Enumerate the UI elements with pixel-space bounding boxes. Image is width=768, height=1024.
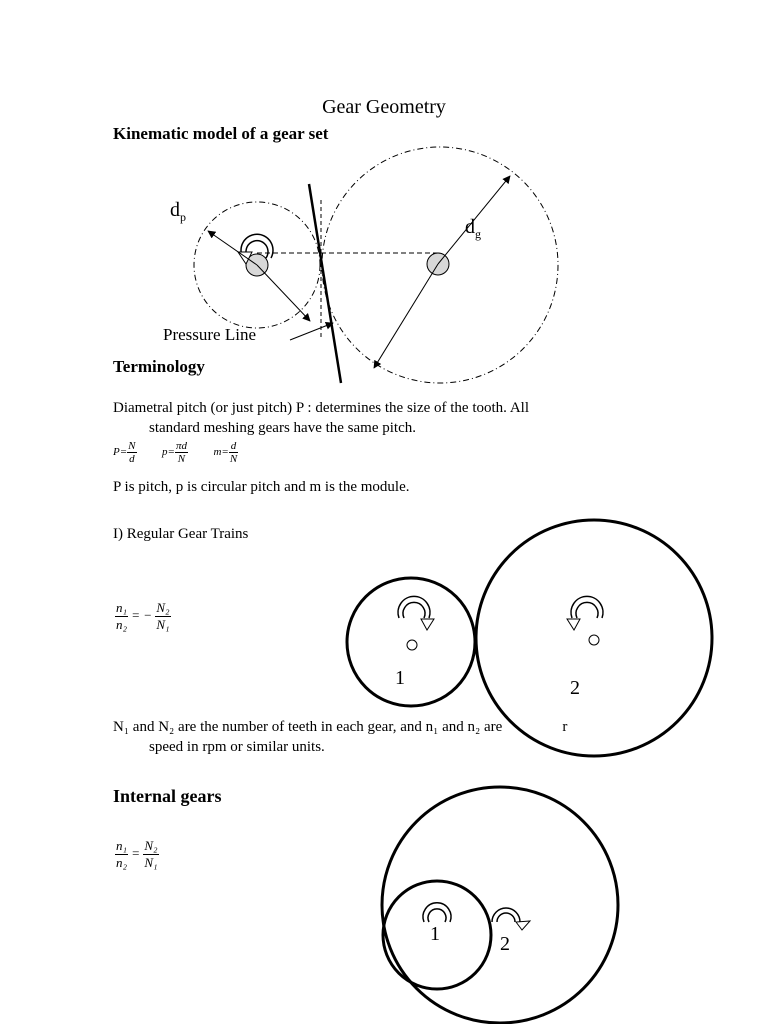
- pressure-line-label: Pressure Line: [163, 325, 257, 344]
- internal-gears-heading: Internal gears: [113, 786, 222, 806]
- internal-gear-diagram: [0, 770, 768, 1024]
- rotation-arrow-icon: [398, 596, 434, 630]
- terminology-heading: Terminology: [113, 357, 205, 376]
- rotation-arrow-icon: [492, 908, 530, 930]
- rotation-arrow-icon: [567, 596, 603, 630]
- regular-gear-heading: I) Regular Gear Trains: [113, 526, 249, 542]
- kinematic-heading: Kinematic model of a gear set: [113, 124, 329, 143]
- pressure-line: [309, 184, 341, 383]
- regular-ratio-formula: $\frac{\text{n₁}}{\text{n₂}}$ = − $\frac{\text{N₂}}{\text{N₁}}$: [116, 600, 170, 632]
- pitch-formulas: P= $\frac{N}{d}$ p= $\frac{\pi d}{N}$ m= $\frac{d}{N}$: [113, 440, 238, 465]
- internal-gear2-label: 2: [500, 933, 510, 955]
- page-title: Gear Geometry: [322, 96, 446, 118]
- dp-label: $d_p$: [170, 199, 186, 224]
- internal-gear1-label: 1: [430, 923, 440, 945]
- diametral-pitch-text: Diametral pitch (or just pitch) P : determines the size of the tooth. All standard meshing gears have the same pitch.: [113, 400, 530, 436]
- pitch-note: P is pitch, p is circular pitch and m is the module.: [113, 479, 410, 495]
- gear1-label: 1: [395, 667, 405, 689]
- teeth-explanation: N₁ and N₂ are the number of teeth in each gear, and n₁ and n₂ are r speed in rpm or similar units.: [113, 719, 568, 755]
- internal-ratio-formula: $\frac{\text{n₁}}{\text{n₂}}$ = $\frac{\text{N₂}}{\text{N₁}}$: [116, 838, 158, 870]
- dg-label: $d_g$: [465, 216, 481, 241]
- gear2-label: 2: [570, 677, 580, 699]
- rotation-arrow-icon: [423, 903, 451, 922]
- ring-gear-circle: [382, 787, 618, 1023]
